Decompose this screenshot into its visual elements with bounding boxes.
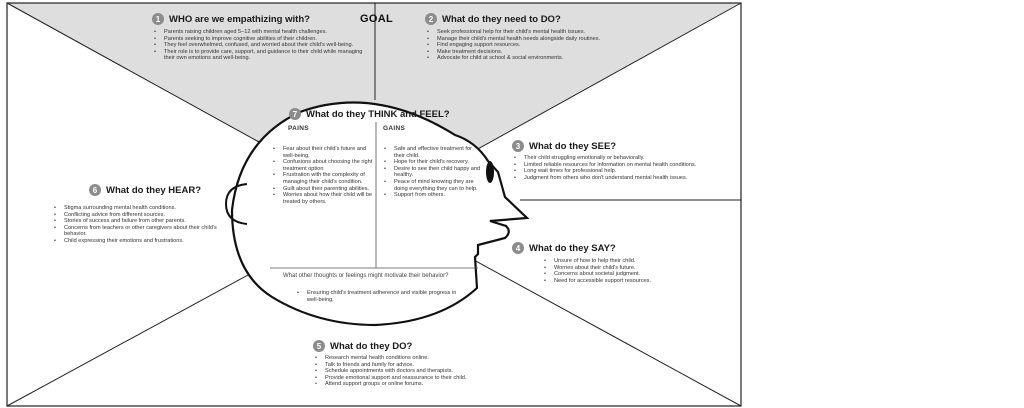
list-item: • Concerns about societal judgment.	[554, 271, 732, 278]
section-who	[152, 13, 367, 62]
section-do-heading: What do they DO?	[330, 340, 413, 352]
list-item: • Peace of mind knowing they are doing everything they can to help.	[394, 179, 482, 192]
section-hear	[52, 184, 227, 245]
section-do-number-badge: 5	[313, 340, 325, 352]
section-think-number-badge: 7	[289, 108, 301, 120]
section-hear-number-badge: 6	[89, 184, 101, 196]
list-item: • Hope for their child's recovery.	[394, 159, 482, 166]
section-see-number-badge: 3	[512, 140, 524, 152]
list-item: • Judgment from others who don't understand mental health issues.	[524, 175, 737, 182]
section-see	[512, 140, 737, 181]
motivation-list	[295, 290, 467, 303]
gains-heading: GAINS	[383, 125, 406, 132]
list-item: • Stigma surrounding mental health conditions.	[64, 205, 227, 212]
section-who-title	[152, 13, 367, 25]
list-item: • Frustration with the complexity of managing their child's condition.	[283, 172, 375, 185]
goal-label: GOAL	[360, 13, 393, 25]
section-who-number-badge: 1	[152, 13, 164, 25]
list-item: • Seek professional help for their child's mental health issues.	[437, 29, 640, 36]
list-item: • Confusions about choosing the right treatment option	[283, 159, 375, 172]
list-item: • Schedule appointments with doctors and therapists.	[325, 368, 553, 375]
list-item: • Fear about their child's future and well-being.	[283, 146, 375, 159]
section-say	[512, 242, 732, 284]
list-item: • Concerns from teachers or other caregivers about their child's behavior.	[64, 225, 227, 238]
list-item: • Conflicting advice from different sources.	[64, 212, 227, 219]
section-need-title	[425, 13, 640, 25]
section-see-list	[512, 155, 737, 181]
section-who-list	[152, 29, 367, 62]
list-item: • Their role is to provide care, support, and guidance to their child while managing their own emotions and well-being.	[164, 49, 367, 62]
section-do-list	[313, 355, 553, 388]
list-item: • Advocate for child at school & social environments.	[437, 55, 640, 62]
list-item: • Desire to see their child happy and healthy.	[394, 166, 482, 179]
section-say-number-badge: 4	[512, 242, 524, 254]
section-say-title	[512, 242, 732, 254]
list-item: • Talk to friends and family for advice.	[325, 362, 553, 369]
section-see-title	[512, 140, 737, 152]
list-item: • Guilt about their parenting abilities.	[283, 186, 375, 193]
list-item: • Provide emotional support and reassurance to their child.	[325, 375, 553, 382]
section-see-heading: What do they SEE?	[529, 140, 617, 152]
section-think-heading: What do they THINK and FEEL?	[306, 108, 450, 120]
list-item: • Limited reliable resources for information on mental health conditions.	[524, 162, 737, 169]
section-do-title	[313, 340, 553, 352]
section-need-heading: What do they need to DO?	[442, 13, 561, 25]
pains-list	[271, 146, 375, 205]
list-item: • Parents seeking to improve cognitive abilities of their children.	[164, 36, 367, 43]
motivation-question: What other thoughts or feelings might motivate their behavior?	[283, 273, 449, 279]
section-do	[313, 340, 553, 388]
list-item: • Worries about how their child will be treated by others.	[283, 192, 375, 205]
eye-icon	[486, 161, 494, 183]
section-who-heading: WHO are we empathizing with?	[169, 13, 310, 25]
list-item: • Stories of success and failure from other parents.	[64, 218, 227, 225]
list-item: • Long wait times for professional help.	[524, 168, 737, 175]
section-need	[425, 13, 640, 62]
section-need-list	[425, 29, 640, 62]
section-hear-title	[89, 184, 227, 196]
list-item: • Their child struggling emotionally or behaviorally.	[524, 155, 737, 162]
list-item: • Need for accessible support resources.	[554, 278, 732, 285]
section-hear-heading: What do they HEAR?	[106, 184, 201, 196]
pains-heading: PAINS	[288, 125, 309, 132]
list-item: • Make treatment decisions.	[437, 49, 640, 56]
section-think-title	[289, 108, 450, 120]
list-item: • Worries about their child's future.	[554, 265, 732, 272]
list-item: • Find engaging support resources.	[437, 42, 640, 49]
list-item: • Manage their child's mental health needs alongside daily routines.	[437, 36, 640, 43]
section-say-heading: What do they SAY?	[529, 242, 616, 254]
list-item: • Child expressing their emotions and frustrations.	[64, 238, 227, 245]
list-item: • Ensuring child's treatment adherence and visible progress in well-being.	[307, 290, 467, 303]
gains-list	[382, 146, 482, 199]
list-item: • Parents raising children aged 5–12 with mental health challenges.	[164, 29, 367, 36]
list-item: • Safe and effective treatment for their child.	[394, 146, 482, 159]
list-item: • Support from others.	[394, 192, 482, 199]
list-item: • Attend support groups or online forums.	[325, 381, 553, 388]
list-item: • They feel overwhelmed, confused, and worried about their child's well-being.	[164, 42, 367, 49]
section-say-list	[542, 258, 732, 284]
list-item: • Unsure of how to help their child.	[554, 258, 732, 265]
list-item: • Research mental health conditions online.	[325, 355, 553, 362]
section-hear-list	[52, 205, 227, 245]
section-need-number-badge: 2	[425, 13, 437, 25]
